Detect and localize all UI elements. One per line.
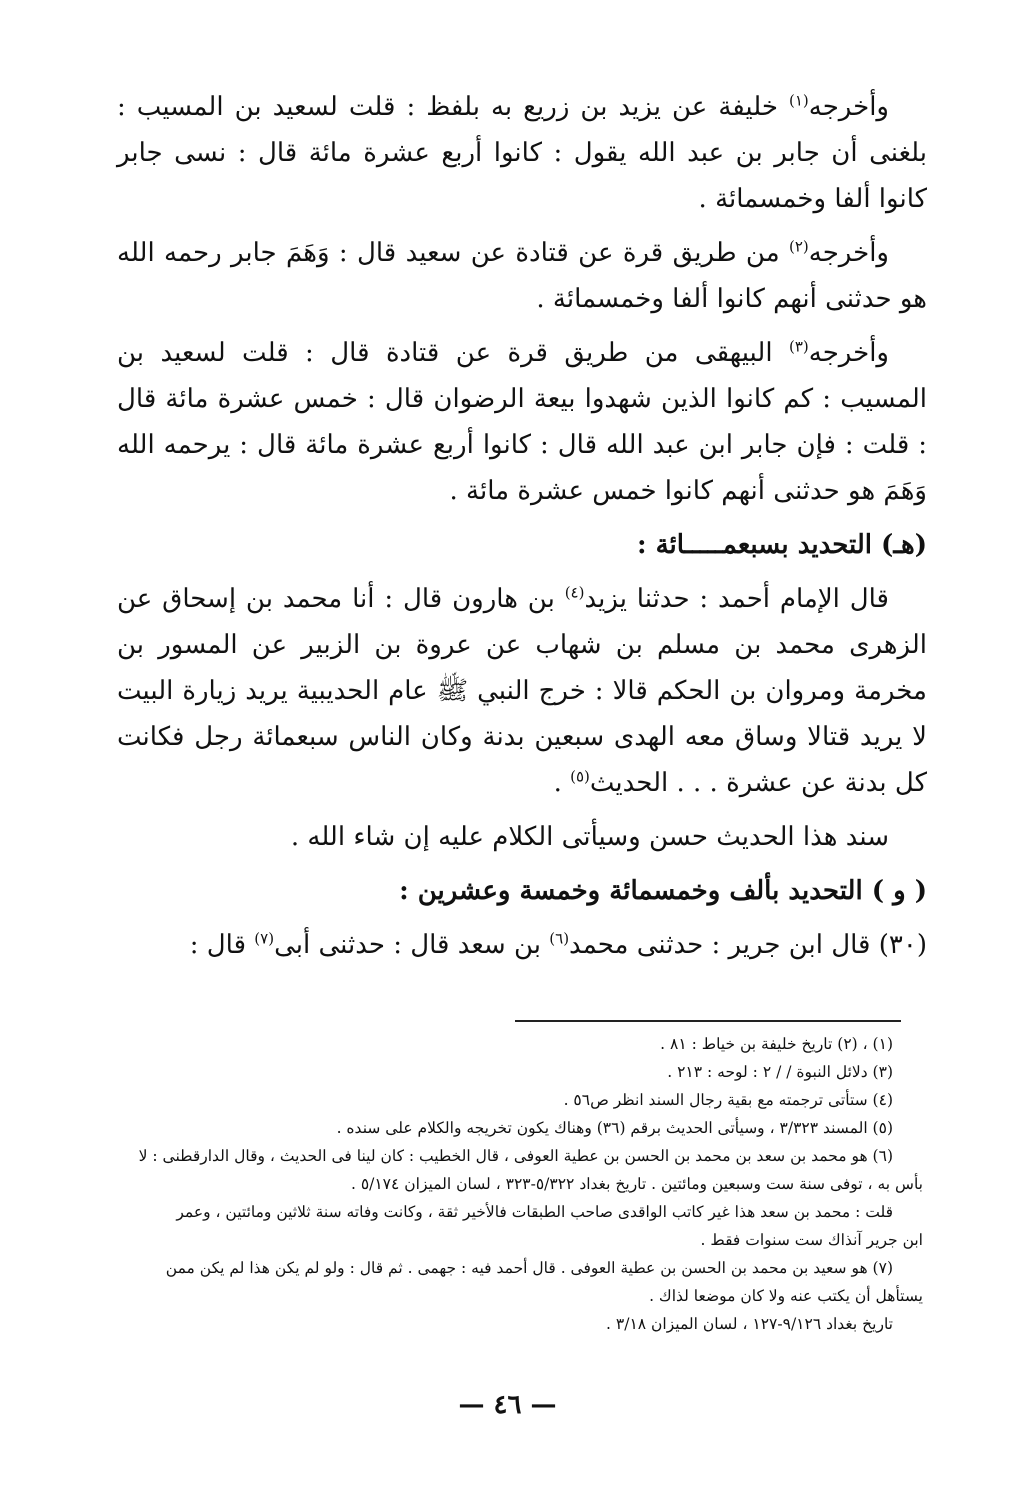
p4-text-b: بن هارون قال : أنا محمد بن إسحاق عن الزهرى محمد بن مسلم بن شهاب عن عروة بن الزبير عن المسور بن مخرمة ومروان بن الحكم قالا : خرج النبي ﷺ عام الحديبية يريد زيارة البيت لا يريد قتالا وساق معه الهدى سبعين بدنة وكان الناس سبعمائة رجل فكانت كل بدنة عن عشرة . . . الحديث — [117, 584, 927, 798]
paragraph-4 — [117, 576, 927, 806]
footnote-divider — [515, 1020, 901, 1022]
paragraph-1 — [117, 84, 927, 222]
footnote-7-line-1: (٧) هو سعيد بن محمد بن الحسن بن عطية العوفى . قال أحمد فيه : جهمى . ثم قال : ولو لم يكن هذا لم يكن ممن — [165, 1259, 893, 1277]
page-number: — ٤٦ — — [458, 1390, 557, 1420]
p4-text-a: قال الإمام أحمد : حدثنا يزيد — [584, 584, 889, 614]
footnote-ref-1: (١) — [789, 91, 809, 110]
p6-text-a: (٣٠) قال ابن جرير : حدثنى محمد — [569, 930, 927, 960]
footnote-7-line-3: تاريخ بغداد ٩/١٢٦-١٢٧ ، لسان الميزان ٣/١٨ . — [606, 1315, 893, 1333]
footnote-1-2: (١) ، (٢) تاريخ خليفة بن خياط : ٨١ . — [660, 1035, 893, 1053]
p3-text-a: وأخرجه — [808, 338, 889, 368]
p4-text-c: . — [553, 768, 571, 798]
footnote-6-line-2: بأس به ، توفى سنة ست وسبعين ومائتين . تاريخ بغداد ٥/٣٢٢-٣٢٣ ، لسان الميزان ٥/١٧٤ . — [350, 1175, 923, 1193]
p6-text-b: بن سعد قال : حدثنى أبى — [274, 930, 550, 960]
footnote-ref-4: (٤) — [564, 583, 585, 602]
p2-text-b: من طريق قرة عن قتادة عن سعيد قال : وَهَمَ جابر رحمه الله هو حدثنى أنهم كانوا ألفا وخمسمائة . — [117, 238, 927, 314]
section-heading-w: ( و ) التحديد بألف وخمسمائة وخمسة وعشرين : — [399, 876, 927, 906]
footnote-ref-6: (٦) — [549, 929, 570, 948]
p1-text-a: وأخرجه — [808, 92, 889, 122]
footnote-7-line-2: يستأهل أن يكتب عنه ولا كان موضعا لذاك . — [649, 1287, 923, 1305]
paragraph-3 — [117, 330, 927, 514]
section-heading-h: (هـ) التحديد بسبعمـــــائة : — [636, 530, 927, 560]
p2-text-a: وأخرجه — [808, 238, 889, 268]
footnote-ref-2: (٢) — [789, 237, 809, 256]
p6-text-c: قال : — [189, 930, 255, 960]
paragraph-2 — [117, 230, 927, 322]
paragraph-5: سند هذا الحديث حسن وسيأتى الكلام عليه إن شاء الله . — [290, 822, 889, 852]
footnote-6-line-3: قلت : محمد بن سعد هذا غير كاتب الواقدى صاحب الطبقات فالأخير ثقة ، وكانت وفاته سنة ثلاثين ومائتين ، وعمر — [176, 1203, 893, 1221]
p1-text-b: خليفة عن يزيد بن زريع به بلفظ : قلت لسعيد بن المسيب : بلغنى أن جابر بن عبد الله يقول : كانوا أربع عشرة مائة قال : نسى جابر كانوا ألفا وخمسمائة . — [117, 92, 927, 214]
footnote-6-line-4: ابن جرير آنذاك ست سنوات فقط . — [700, 1231, 923, 1249]
footnote-5: (٥) المسند ٣/٣٢٣ ، وسيأتى الحديث برقم (٣٦) وهناك يكون تخريجه والكلام على سنده . — [336, 1119, 893, 1137]
paragraph-6 — [117, 922, 927, 968]
footnote-ref-7: (٧) — [254, 929, 275, 948]
main-text — [117, 84, 927, 976]
footnote-ref-3: (٣) — [789, 337, 809, 356]
footnote-ref-5: (٥) — [570, 767, 590, 786]
footnote-3: (٣) دلائل النبوة / / ٢ : لوحه : ٢١٣ . — [667, 1063, 893, 1081]
footnote-4: (٤) ستأتى ترجمته مع بقية رجال السند انظر ص٥٦ . — [563, 1091, 893, 1109]
footnote-6-line-1: (٦) هو محمد بن سعد بن محمد بن الحسن بن عطية العوفى ، قال الخطيب : كان لينا فى الحديث ، وقال الدارقطنى : لا — [138, 1147, 893, 1165]
p3-text-b: البيهقى من طريق قرة عن قتادة قال : قلت لسعيد بن المسيب : كم كانوا الذين شهدوا بيعة الرضوان قال : خمس عشرة مائة قال : قلت : فإن جابر ابن عبد الله قال : كانوا أربع عشرة مائة قال : يرحمه الله وَهَمَ هو حدثنى أنهم كانوا خمس عشرة مائة . — [117, 338, 927, 506]
footnotes — [93, 1030, 923, 1338]
